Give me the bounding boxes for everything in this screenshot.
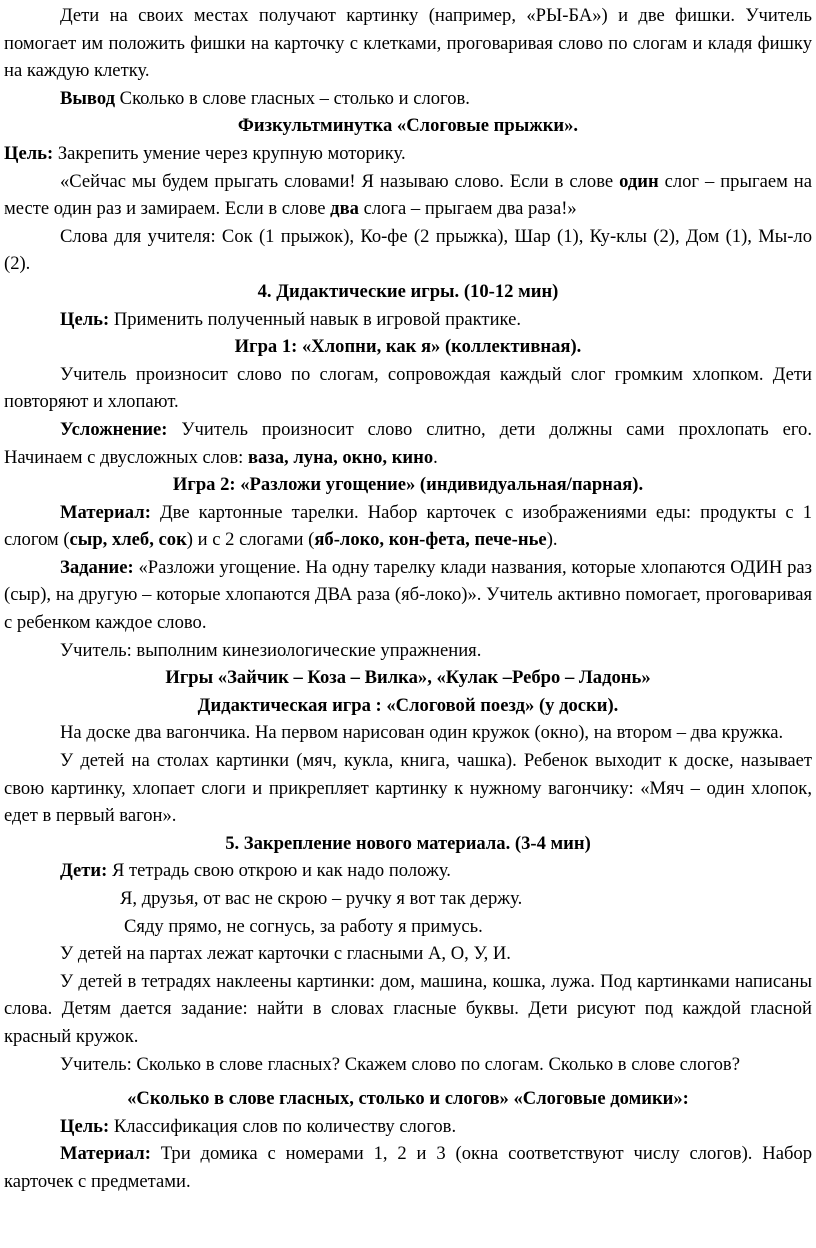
label-goal: Цель:	[60, 1115, 110, 1137]
paragraph-quote	[4, 168, 812, 223]
material-text-3: ).	[546, 529, 558, 551]
material-text-2: ) и с 2 слогами (	[186, 529, 315, 551]
label-task: Задание:	[60, 556, 134, 578]
material-one-syllable: сыр, хлеб, сок	[69, 529, 187, 551]
heading-syllable-train: Дидактическая игра : «Слоговой поезд» (у доски).	[197, 694, 619, 716]
paragraph-complication	[4, 416, 812, 471]
paragraph-material-plates	[4, 499, 812, 554]
material-text-1: Две картонные тарелки. Набор карточек с изображениями еды: продукты с 1 слогом (	[4, 501, 812, 551]
paragraph-teacher-exercises: Учитель: выполним кинезиологические упражнения.	[60, 639, 482, 661]
quote-text-1: «Сейчас мы будем прыгать словами! Я называю слово. Если в слове	[60, 170, 620, 192]
paragraph-goal-practice	[4, 306, 812, 334]
text-task: «Разложи угощение. На одну тарелку клади названия, которые хлопаются ОДИН раз (сыр), на другую – которые хлопаются ДВА раза (яб-локо)». Учитель активно помогает, проговаривая с ребенком каждое слово.	[4, 556, 812, 634]
quote-text-2: слог – прыгаем на месте один раз и замираем. Если в слове	[4, 170, 813, 220]
label-goal: Цель:	[4, 142, 54, 164]
text-kids: Я тетрадь свою открою и как надо положу.	[107, 860, 451, 882]
paragraph-teacher-question: Учитель: Сколько в слове гласных? Скажем слово по слогам. Сколько в слове слогов?	[60, 1053, 740, 1075]
paragraph-teacher-words: Слова для учителя: Сок (1 прыжок), Ко-фе (2 прыжка), Шар (1), Ку-клы (2), Дом (1), Мы-ло (2).	[4, 225, 812, 275]
paragraph-goal-classification	[4, 1113, 812, 1141]
paragraph-goal-motor	[4, 140, 812, 168]
heading-kinesiology-games: Игры «Зайчик – Коза – Вилка», «Кулак –Ребро – Ладонь»	[165, 667, 651, 689]
complication-end: .	[433, 446, 438, 468]
label-goal: Цель:	[60, 308, 110, 330]
heading-syllable-houses: «Сколько в слове гласных, столько и слогов» «Слоговые домики»:	[127, 1088, 689, 1110]
heading-section-4: 4. Дидактические игры. (10-12 мин)	[257, 280, 559, 302]
label-conclusion: Вывод	[60, 87, 116, 109]
paragraph-board: На доске два вагончика. На первом нарисован один кружок (окно), на втором – два кружка.	[60, 722, 784, 744]
text-goal: Закрепить умение через крупную моторику.	[53, 142, 406, 164]
heading-fizkultminutka: Физкультминутка «Слоговые прыжки».	[237, 115, 579, 137]
paragraph-vowel-cards: У детей на партах лежат карточки с гласными А, О, У, И.	[60, 943, 511, 965]
label-material: Материал:	[60, 501, 151, 523]
text-goal: Применить полученный навык в игровой практике.	[109, 308, 521, 330]
paragraph-game-1: Учитель произносит слово по слогам, сопровождая каждый слог громким хлопком. Дети повторяют и хлопают.	[4, 363, 812, 413]
material-two-syllable: яб-локо, кон-фета, пече-нье	[314, 529, 547, 551]
heading-game-1: Игра 1: «Хлопни, как я» (коллективная).	[234, 336, 582, 358]
text-conclusion: Сколько в слове гласных – столько и слогов.	[115, 87, 470, 109]
paragraph-kids-poem	[4, 857, 812, 885]
poem-line-3: Сяду прямо, не согнусь, за работу я примусь.	[124, 915, 483, 937]
quote-bold-one: один	[619, 170, 659, 192]
paragraph-children-pictures: У детей на столах картинки (мяч, кукла, книга, чашка). Ребенок выходит к доске, называет свою картинку, хлопает слоги и прикрепляет картинку к нужному вагончику: «Мяч – один хлопок, едет в первый вагон».	[4, 750, 812, 827]
paragraph-notebooks: У детей в тетрадях наклеены картинки: дом, машина, кошка, лужа. Под картинками написаны слова. Детям дается задание: найти в словах гласные буквы. Дети рисуют под каждой гласной красный кружок.	[4, 970, 812, 1047]
paragraph-task	[4, 554, 812, 637]
complication-words: ваза, луна, окно, кино	[247, 446, 434, 468]
label-kids: Дети:	[60, 860, 108, 882]
heading-game-2: Игра 2: «Разложи угощение» (индивидуальная/парная).	[172, 474, 644, 496]
text-goal: Классификация слов по количеству слогов.	[109, 1115, 457, 1137]
poem-line-2: Я, друзья, от вас не скрою – ручку я вот так держу.	[120, 888, 523, 909]
text-material: Три домика с номерами 1, 2 и 3 (окна соответствуют числу слогов). Набор карточек с предметами.	[4, 1143, 812, 1192]
paragraph-material-houses	[4, 1140, 812, 1195]
quote-text-3: слога – прыгаем два раза!»	[358, 198, 577, 220]
paragraph-chips: Дети на своих местах получают картинку (например, «РЫ-БА») и две фишки. Учитель помогает им положить фишки на карточку с клетками, проговаривая слово по слогам и кладя фишку на каждую клетку.	[4, 5, 812, 82]
quote-bold-two: два	[330, 198, 359, 220]
label-complication: Усложнение:	[60, 418, 168, 440]
complication-text: Учитель произносит слово слитно, дети должны сами прохлопать его. Начинаем с двусложных слов:	[4, 418, 812, 468]
paragraph-conclusion	[4, 85, 812, 113]
heading-section-5: 5. Закрепление нового материала. (3-4 мин)	[225, 832, 591, 854]
label-material: Материал:	[60, 1143, 151, 1165]
